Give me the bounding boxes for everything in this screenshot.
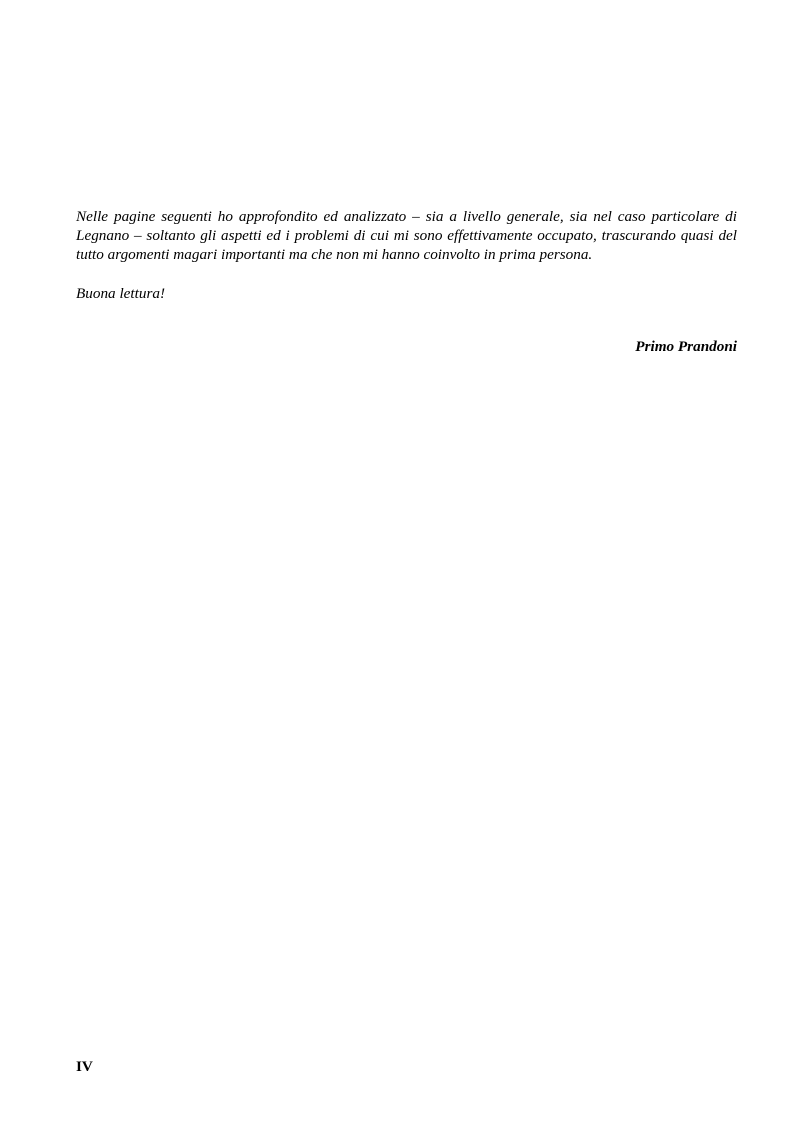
page-number: IV xyxy=(76,1058,93,1075)
intro-paragraph: Nelle pagine seguenti ho approfondito ed analizzato – sia a livello generale, sia nel caso particolare di Legnano – soltanto gli aspetti ed i problemi di cui mi sono effettivamente occupato, trascurando quasi del tutto argomenti magari importanti ma che non mi hanno coinvolto in prima persona. xyxy=(76,208,737,263)
closing-line: Buona lettura! xyxy=(76,285,166,302)
author-signature: Primo Prandoni xyxy=(635,338,737,355)
